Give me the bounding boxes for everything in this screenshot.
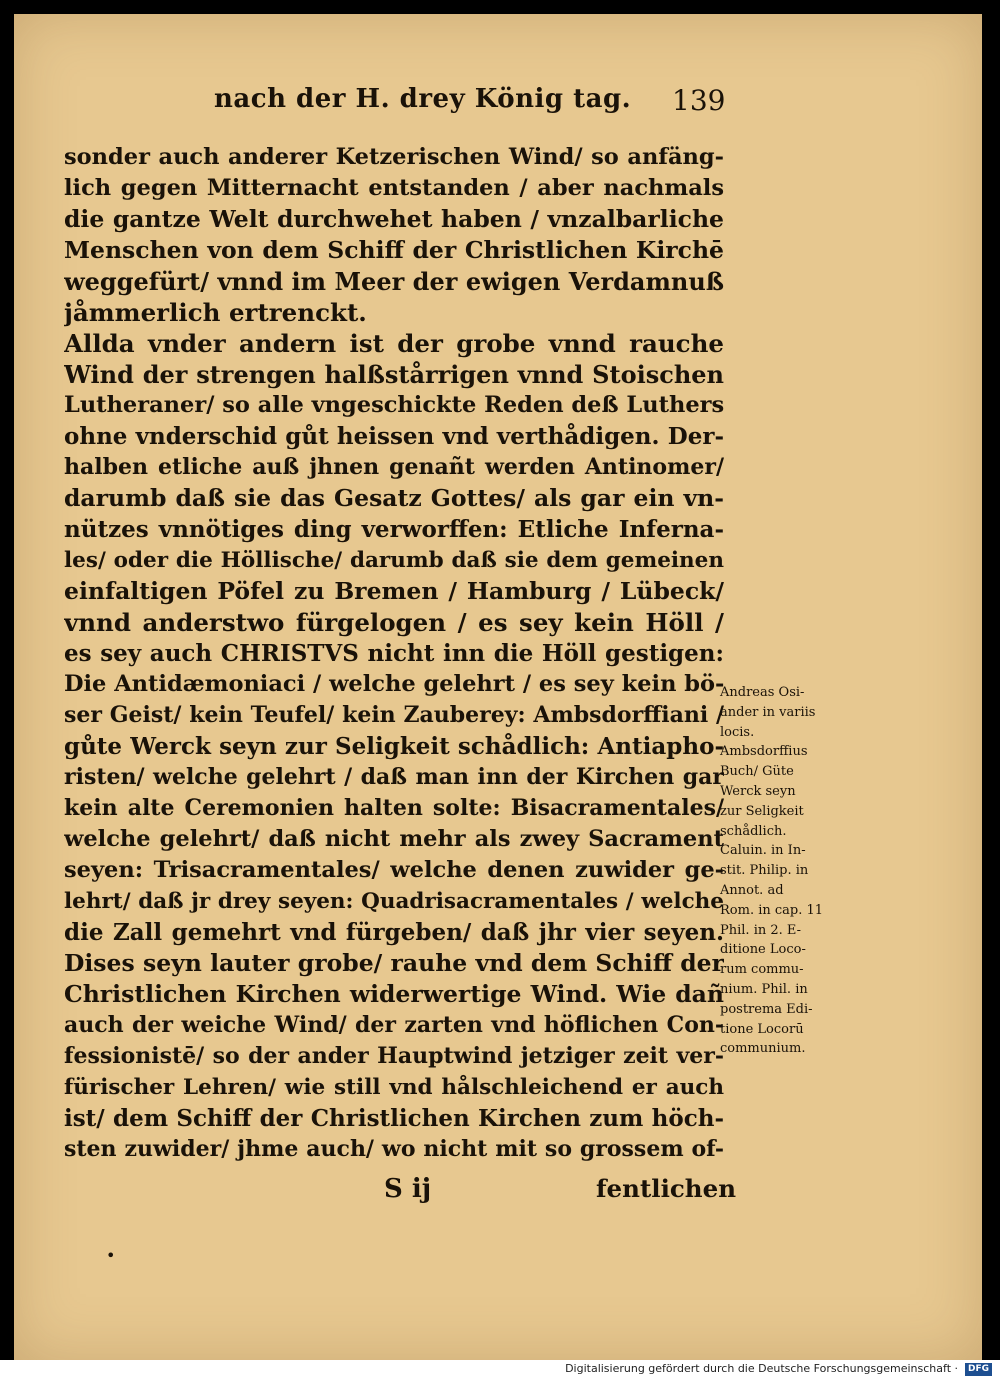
marginal-note-line: Caluin. in In- — [720, 843, 806, 859]
text-line: halben etliche auß jhnen genañt werden Antinomer/ — [64, 454, 724, 480]
text-line: les/ oder die Höllische/ darumb daß sie dem gemeinen — [64, 548, 724, 573]
marginal-note-line: ditione Loco- — [720, 942, 806, 958]
signature-mark: S ij — [384, 1174, 432, 1204]
text-line: Wind der strengen halßstårrigen vnnd Stoischen — [64, 360, 724, 389]
marginal-note-line: communium. — [720, 1041, 806, 1057]
text-line: die Zall gemehrt vnd fürgeben/ daß jhr vier seyen. — [64, 919, 724, 946]
text-line: die gantze Welt durchwehet haben / vnzalbarliche — [64, 205, 724, 233]
footer-bar — [0, 1360, 1000, 1379]
text-line: fürischer Lehren/ wie still vnd hålschleichend er auch — [64, 1075, 724, 1100]
marginal-note-line: rum commu- — [720, 962, 804, 978]
text-line: einfaltigen Pöfel zu Bremen / Hamburg / Lübeck/ — [64, 577, 724, 605]
marginal-note-line: Buch/ Güte — [720, 764, 794, 780]
marginal-note-line: Werck seyn — [720, 783, 796, 799]
marginal-note-line: postrema Edi- — [720, 1001, 813, 1017]
marginal-note-line: zur Seligkeit — [720, 803, 804, 819]
text-line: lehrt/ daß jr drey seyen: Quadrisacramentales / welche — [64, 889, 724, 914]
text-line: Menschen von dem Schiff der Christlichen Kirchē — [64, 236, 724, 264]
text-line: Lutheraner/ so alle vngeschickte Reden deß Luthers — [64, 392, 724, 418]
text-line: sten zuwider/ jhme auch/ wo nicht mit so grossem of- — [64, 1136, 724, 1162]
text-line: es sey auch CHRISTVS nicht inn die Höll gestigen: — [64, 640, 724, 667]
text-line: Allda vnder andern ist der grobe vnnd rauche — [64, 329, 724, 358]
text-line: risten/ welche gelehrt / daß man inn der Kirchen gar — [64, 764, 724, 790]
marginal-note-line: Rom. in cap. 11 — [720, 902, 824, 918]
text-line: ist/ dem Schiff der Christlichen Kirchen zum höch- — [64, 1105, 724, 1132]
marginal-note-line: nium. Phil. in — [720, 981, 808, 997]
body-text — [64, 142, 724, 1165]
marginal-note-line: tione Locorū — [720, 1021, 804, 1037]
marginal-notes — [720, 683, 844, 1059]
text-line: lich gegen Mitternacht entstanden / aber nachmals — [64, 175, 724, 201]
dfg-logo: DFG — [965, 1363, 992, 1376]
stray-ink-mark: • — [106, 1246, 116, 1265]
running-head: nach der H. drey König tag. — [214, 84, 632, 114]
text-line: Dises seyn lauter grobe/ rauhe vnd dem Schiff der — [64, 949, 724, 977]
text-line: kein alte Ceremonien halten solte: Bisacramentales/ — [64, 795, 724, 821]
text-line: Christlichen Kirchen widerwertige Wind. Wie dañ — [64, 980, 724, 1008]
catchword: fentlichen — [596, 1174, 737, 1203]
marginal-note-line: Ambsdorffius — [720, 744, 808, 760]
text-line: ser Geist/ kein Teufel/ kein Zauberey: Ambsdorffiani / — [64, 702, 724, 728]
text-line: jåmmerlich ertrenckt. — [64, 298, 367, 327]
funding-note: Digitalisierung gefördert durch die Deutsche Forschungsgemeinschaft · — [565, 1362, 958, 1375]
text-line: vnnd anderstwo fürgelogen / es sey kein Höll / — [64, 608, 724, 637]
marginal-note-line: locis. — [720, 724, 755, 740]
marginal-note-line: ander in variis — [720, 704, 816, 720]
text-line: Die Antidæmoniaci / welche gelehrt / es sey kein bö- — [64, 671, 724, 697]
text-line: gůte Werck seyn zur Seligkeit schådlich: Antiapho- — [64, 733, 724, 760]
marginal-note-line: stit. Philip. in — [720, 863, 809, 879]
text-line: seyen: Trisacramentales/ welche denen zuwider ge- — [64, 857, 724, 883]
marginal-note-line: schådlich. — [720, 823, 787, 839]
text-line: weggefürt/ vnnd im Meer der ewigen Verdamnuß — [64, 267, 724, 296]
marginal-note-line: Andreas Osi- — [720, 685, 805, 700]
marginal-note-line: Annot. ad — [720, 882, 784, 898]
book-page — [14, 14, 982, 1360]
marginal-note-line: Phil. in 2. E- — [720, 922, 802, 938]
text-line: darumb daß sie das Gesatz Gottes/ als gar ein vn- — [64, 484, 724, 512]
text-line: fessionistē/ so der ander Hauptwind jetziger zeit ver- — [64, 1043, 724, 1069]
text-line: auch der weiche Wind/ der zarten vnd höflichen Con- — [64, 1012, 724, 1038]
page-number: 139 — [672, 84, 726, 117]
text-line: ohne vnderschid gůt heissen vnd verthådigen. Der- — [64, 423, 724, 450]
text-line: welche gelehrt/ daß nicht mehr als zwey Sacrament — [64, 826, 724, 852]
text-line: sonder auch anderer Ketzerischen Wind/ so anfäng- — [64, 144, 724, 170]
text-line: nützes vnnötiges ding verworffen: Etliche Inferna- — [64, 516, 724, 543]
